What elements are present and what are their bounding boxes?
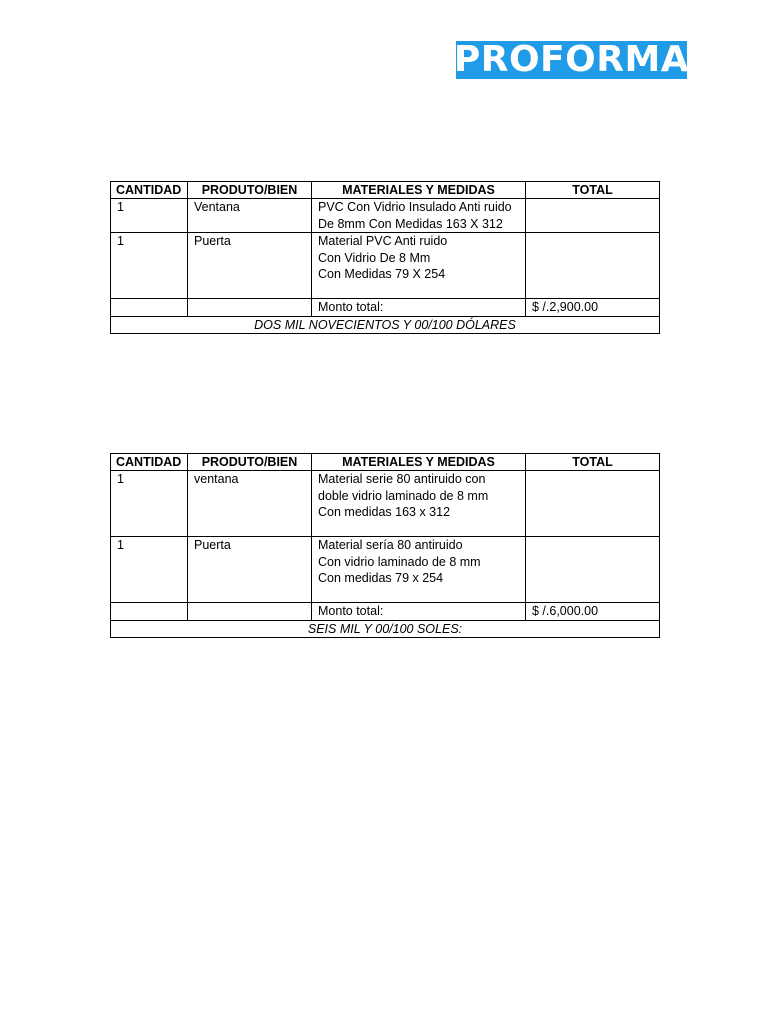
table-row <box>111 233 660 299</box>
cell-empty <box>188 299 312 316</box>
cell-empty <box>188 603 312 620</box>
proforma-title: PROFORMA <box>453 39 690 80</box>
column-header-producto: PRODUTO/BIEN <box>188 454 312 471</box>
total-value: $ /.2,900.00 <box>526 299 660 316</box>
cell-producto: Puerta <box>188 537 312 603</box>
cell-cantidad: 1 <box>111 471 188 537</box>
table-row <box>111 199 660 233</box>
materiales-line: Material sería 80 antiruido <box>318 538 463 553</box>
materiales-line: Material PVC Anti ruido <box>318 234 448 249</box>
total-label: Monto total: <box>312 299 526 316</box>
cell-cantidad: 1 <box>111 537 188 603</box>
table-header-row <box>111 182 660 199</box>
column-header-cantidad: CANTIDAD <box>111 182 188 199</box>
materiales-line: Con Medidas 79 X 254 <box>318 267 446 282</box>
cell-materiales <box>312 471 526 537</box>
column-header-materiales: MATERIALES Y MEDIDAS <box>312 454 526 471</box>
column-header-cantidad: CANTIDAD <box>111 454 188 471</box>
cell-total <box>526 199 660 233</box>
materiales-line: doble vidrio laminado de 8 mm <box>318 488 489 503</box>
total-label: Monto total: <box>312 603 526 620</box>
amount-in-words: DOS MIL NOVECIENTOS Y 00/100 DÓLARES <box>111 316 660 333</box>
materiales-line: De 8mm Con Medidas 163 X 312 <box>318 216 503 231</box>
column-header-producto: PRODUTO/BIEN <box>188 182 312 199</box>
total-row <box>111 603 660 620</box>
cell-materiales <box>312 537 526 603</box>
cell-cantidad: 1 <box>111 233 188 299</box>
materiales-line: PVC Con Vidrio Insulado Anti ruido <box>318 200 512 215</box>
table-header-row <box>111 454 660 471</box>
amount-words-row <box>111 316 660 333</box>
column-header-materiales: MATERIALES Y MEDIDAS <box>312 182 526 199</box>
quote-table-2 <box>110 453 660 638</box>
table-row <box>111 471 660 537</box>
materiales-line: Con medidas 163 x 312 <box>318 505 451 520</box>
materiales-line: Con Vidrio De 8 Mm <box>318 250 431 265</box>
cell-empty <box>111 299 188 316</box>
cell-producto: ventana <box>188 471 312 537</box>
materiales-line: Con vidrio laminado de 8 mm <box>318 554 481 569</box>
total-row <box>111 299 660 316</box>
total-value: $ /.6,000.00 <box>526 603 660 620</box>
materiales-line: Material serie 80 antiruido con <box>318 472 486 487</box>
amount-words-row <box>111 620 660 637</box>
cell-empty <box>111 603 188 620</box>
cell-producto: Puerta <box>188 233 312 299</box>
table-row <box>111 537 660 603</box>
cell-total <box>526 471 660 537</box>
materiales-line: Con medidas 79 x 254 <box>318 571 444 586</box>
cell-materiales <box>312 199 526 233</box>
column-header-total: TOTAL <box>526 182 660 199</box>
column-header-total: TOTAL <box>526 454 660 471</box>
cell-total <box>526 537 660 603</box>
cell-cantidad: 1 <box>111 199 188 233</box>
cell-producto: Ventana <box>188 199 312 233</box>
quote-table-1 <box>110 181 660 334</box>
cell-total <box>526 233 660 299</box>
cell-materiales <box>312 233 526 299</box>
amount-in-words: SEIS MIL Y 00/100 SOLES: <box>111 620 660 637</box>
